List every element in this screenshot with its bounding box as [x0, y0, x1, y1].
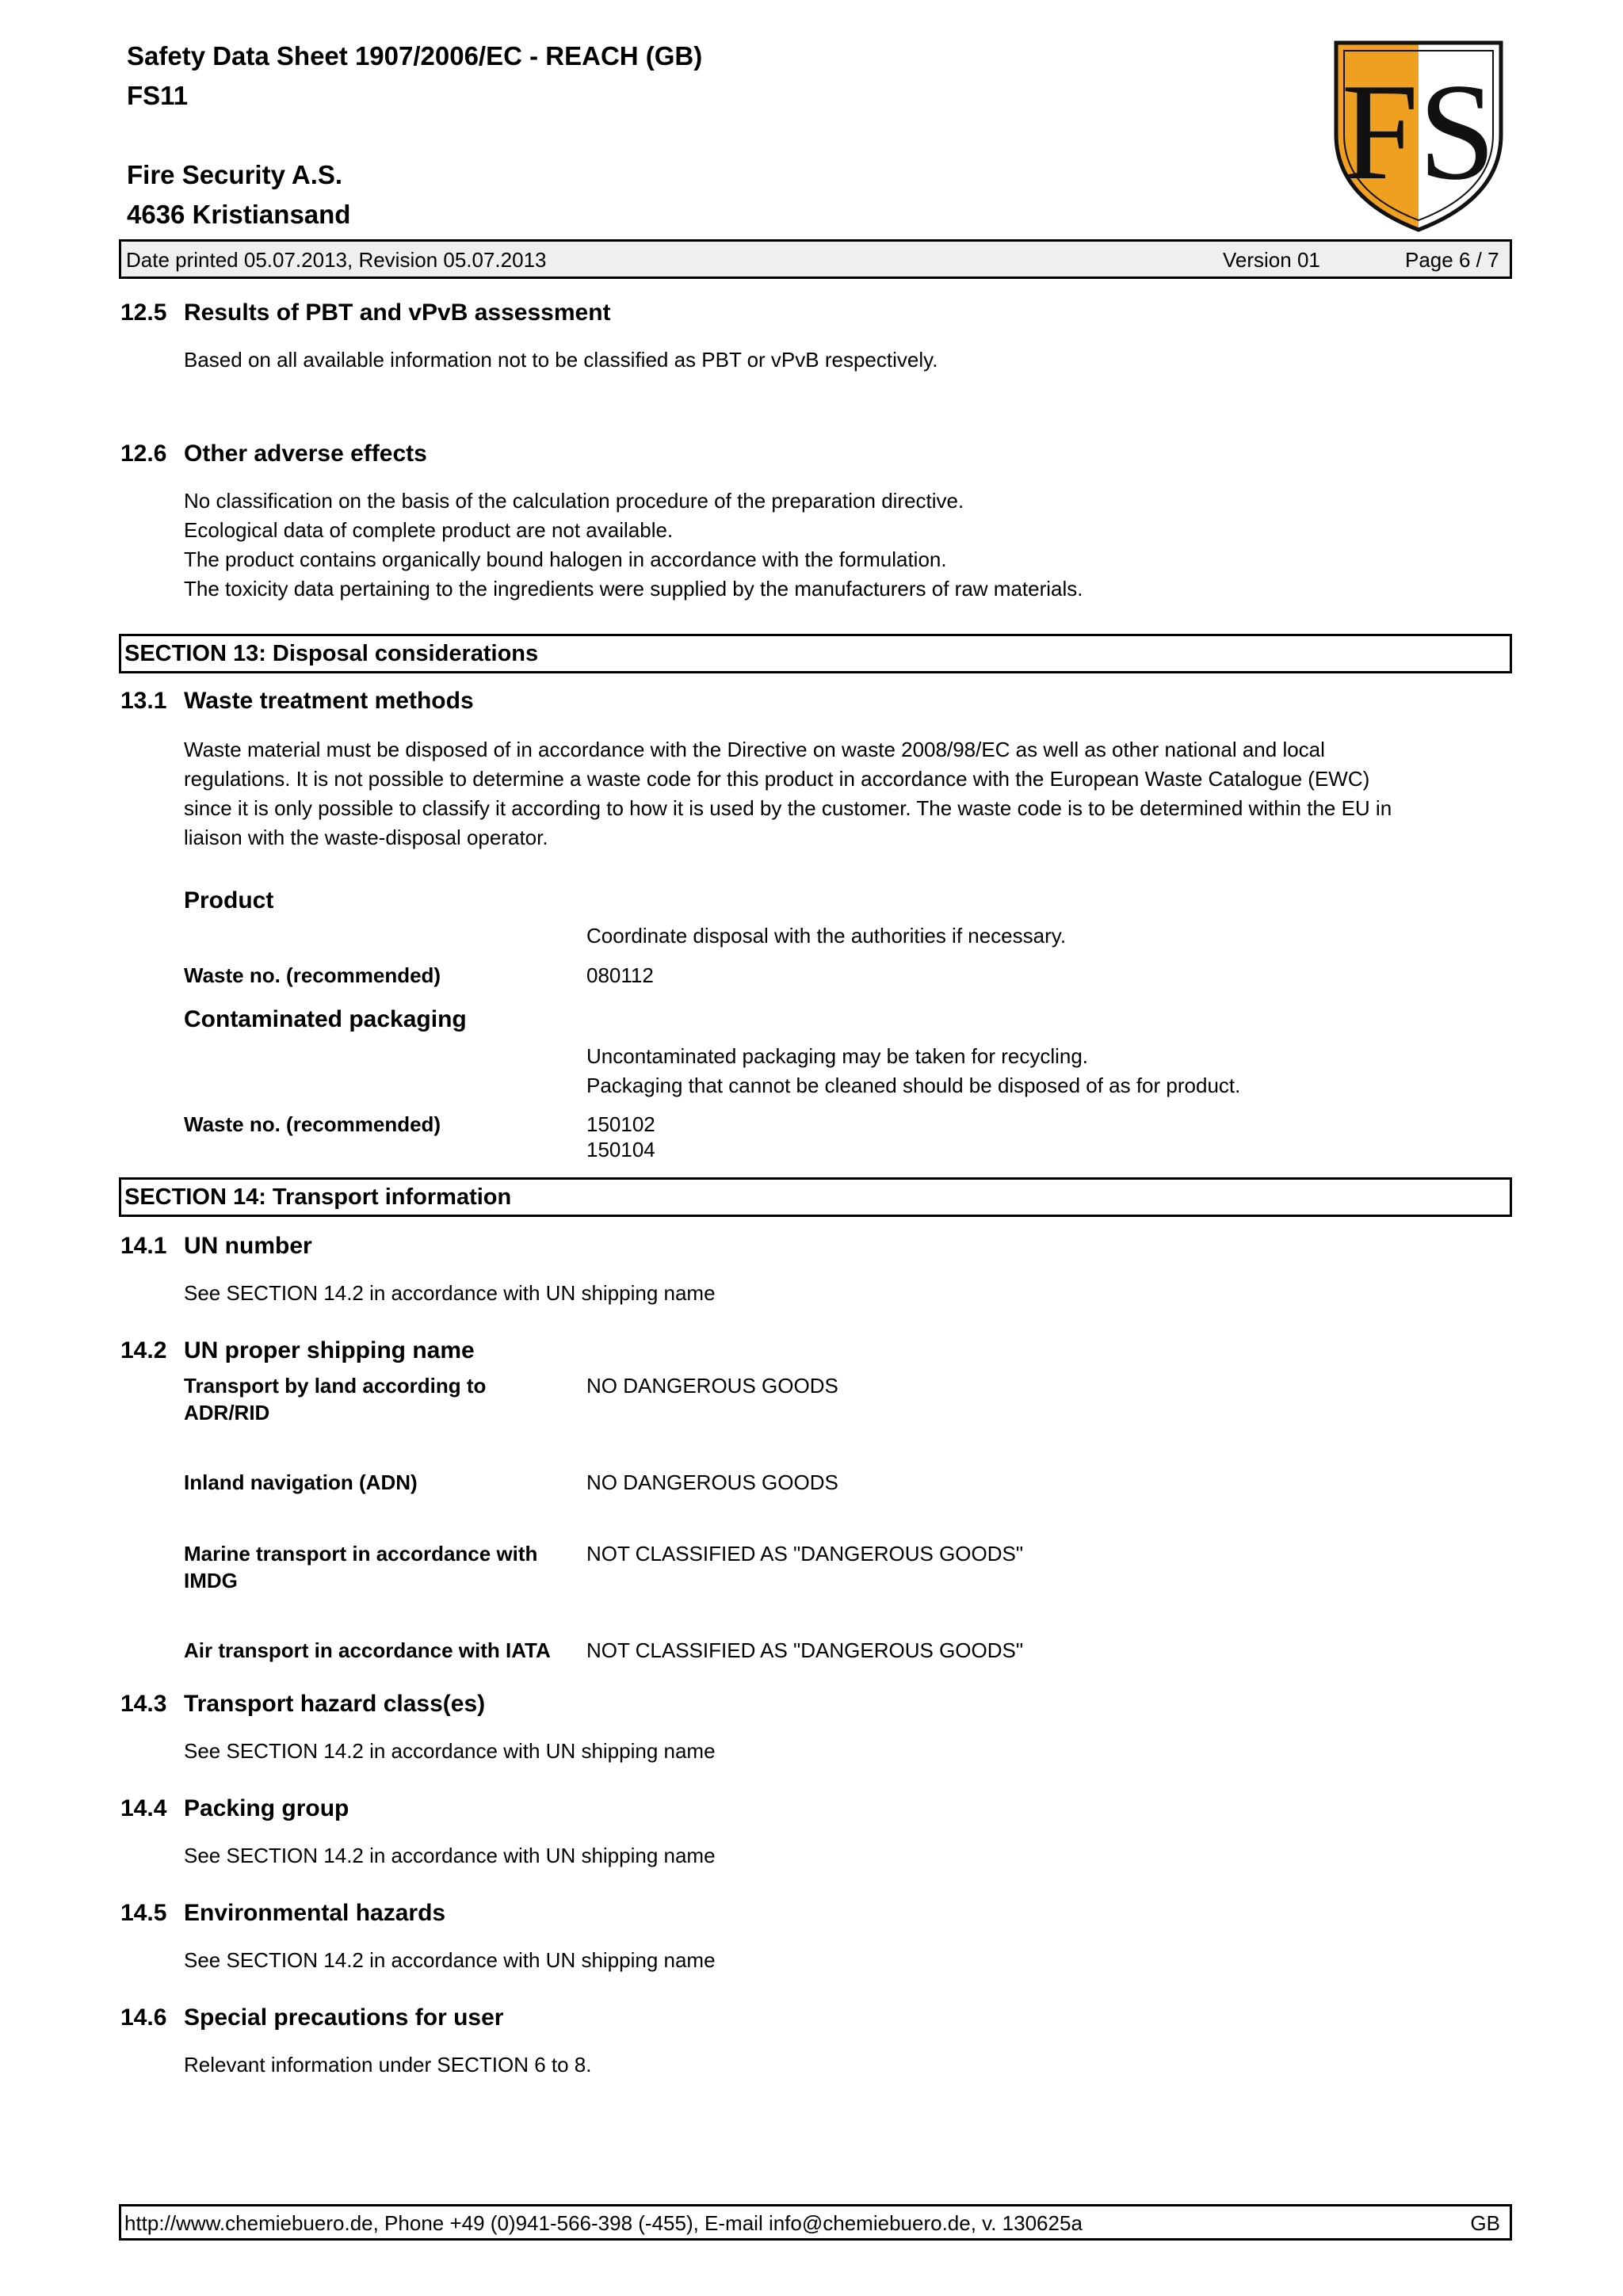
- heading-14-3: 14.3 Transport hazard class(es): [120, 1691, 486, 1717]
- packaging-waste-label: Waste no. (recommended): [184, 1112, 441, 1136]
- land-transport-value: NO DANGEROUS GOODS: [586, 1374, 838, 1398]
- date-printed: Date printed 05.07.2013, Revision 05.07.2013: [126, 248, 547, 272]
- footer-contact: http://www.chemiebuero.de, Phone +49 (0)941-566-398 (-455), E-mail info@chemiebuero.de, v. 130625a: [124, 2211, 1083, 2235]
- company-city: 4636 Kristiansand: [127, 200, 351, 229]
- company-logo: [1331, 40, 1506, 234]
- heading-14-2: 14.2 UN proper shipping name: [120, 1337, 475, 1363]
- heading-14-1: 14.1 UN number: [120, 1233, 312, 1259]
- page-number: Page 6 / 7: [1405, 248, 1499, 272]
- logo-text: FS: [1341, 55, 1496, 208]
- heading-14-5: 14.5 Environmental hazards: [120, 1900, 446, 1926]
- hazard-class-text: See SECTION 14.2 in accordance with UN shipping name: [184, 1739, 716, 1763]
- waste-treatment-text: Waste material must be disposed of in accordance with the Directive on waste 2008/98/EC as well as other national and local regulations. It is not possible to determine a waste code for this product in accordance with the European Waste Catalogue (EWC) since it is only possible to classify it according to how it is used by the customer. The waste code is to be determined within the EU in liaison with the waste-disposal operator.: [184, 738, 1392, 849]
- version-label: Version 01: [1223, 248, 1320, 272]
- product-waste-label: Waste no. (recommended): [184, 963, 441, 987]
- packing-group-text: See SECTION 14.2 in accordance with UN shipping name: [184, 1844, 716, 1867]
- marine-transport-value: NOT CLASSIFIED AS "DANGEROUS GOODS": [586, 1542, 1024, 1566]
- packaging-waste-value-2: 150104: [586, 1138, 655, 1161]
- air-transport-label: Air transport in accordance with IATA: [184, 1638, 551, 1662]
- heading-14-4: 14.4 Packing group: [120, 1795, 349, 1821]
- packaging-note-1: Uncontaminated packaging may be taken for recycling.: [586, 1044, 1089, 1068]
- environmental-hazards-text: See SECTION 14.2 in accordance with UN shipping name: [184, 1948, 716, 1972]
- document-title: Safety Data Sheet 1907/2006/EC - REACH (GB): [127, 41, 703, 71]
- product-heading: Product: [184, 887, 274, 913]
- product-waste-value: 080112: [586, 963, 654, 987]
- packaging-note-2: Packaging that cannot be cleaned should be disposed of as for product.: [586, 1074, 1241, 1097]
- shield-logo-icon: [1331, 40, 1506, 234]
- heading-13-1: 13.1 Waste treatment methods: [120, 688, 474, 714]
- un-number-text: See SECTION 14.2 in accordance with UN shipping name: [184, 1281, 716, 1305]
- heading-12-6: 12.6 Other adverse effects: [120, 441, 427, 467]
- product-code: FS11: [127, 81, 189, 110]
- marine-transport-label: Marine transport in accordance with IMDG: [184, 1542, 538, 1592]
- product-disposal-note: Coordinate disposal with the authorities if necessary.: [586, 924, 1067, 948]
- land-transport-label: Transport by land according to ADR/RID: [184, 1374, 487, 1425]
- header-info-bar: [119, 239, 1512, 279]
- packaging-waste-value-1: 150102: [586, 1112, 655, 1136]
- section-14-header: SECTION 14: Transport information: [119, 1177, 1512, 1217]
- packaging-heading: Contaminated packaging: [184, 1006, 467, 1032]
- inland-navigation-label: Inland navigation (ADN): [184, 1470, 418, 1494]
- special-precautions-text: Relevant information under SECTION 6 to 8.: [184, 2053, 592, 2077]
- heading-12-5: 12.5 Results of PBT and vPvB assessment: [120, 299, 611, 326]
- inland-navigation-value: NO DANGEROUS GOODS: [586, 1470, 838, 1494]
- footer-language: GB: [1470, 2211, 1500, 2235]
- company-name: Fire Security A.S.: [127, 160, 343, 189]
- pbt-text: Based on all available information not to be classified as PBT or vPvB respectively.: [184, 348, 938, 372]
- section-13-header: SECTION 13: Disposal considerations: [119, 634, 1512, 673]
- heading-14-6: 14.6 Special precautions for user: [120, 2004, 504, 2031]
- footer-bar: [119, 2204, 1512, 2241]
- air-transport-value: NOT CLASSIFIED AS "DANGEROUS GOODS": [586, 1638, 1024, 1662]
- adverse-effects-text: No classification on the basis of the calculation procedure of the preparation directive. Ecological data of complete product are not available. The product contains organically bound halogen in accordance with the formulation. The toxicity data pertaining to the ingredients were supplied by the manufacturers of raw materials.: [184, 489, 1083, 601]
